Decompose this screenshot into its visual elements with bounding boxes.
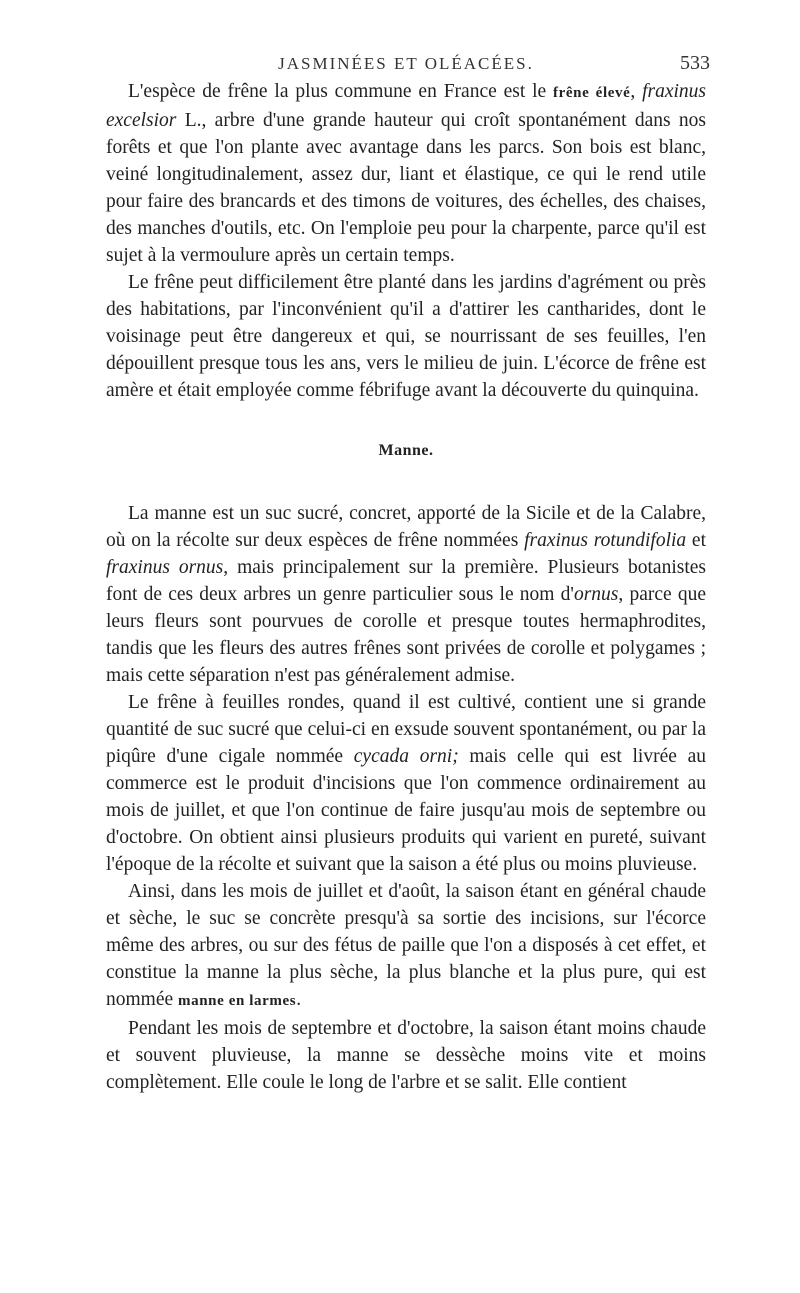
text-run: La manne est un suc sucré, concret, apporté de la Sicile et de la Calabre, où on la récolte sur deux espèces de frêne nommées	[106, 503, 706, 551]
text-run: L., arbre d'une grande hauteur qui croît spontanément dans nos forêts et que l'on plante avec avantage dans les parcs. Son bois est blanc, veiné longitudinalement, assez dur, liant et élastique, ce qui le rend utile pour faire des brancards et des timons de voitures, des échelles, des chaises, des manches d'outils, etc. On l'emploie peu pour la charpente, parce qu'il est sujet à la vermoulure après un certain temps.	[106, 110, 706, 266]
term-frene-eleve: frêne élevé	[553, 85, 631, 101]
text-run: .	[296, 989, 302, 1010]
latin-name-fraxinus-ornus: fraxinus ornus	[106, 557, 224, 578]
text-run: , parce que leurs fleurs sont pourvues de corolle et presque toutes hermaphrodites, tandis que les fleurs des autres frênes sont privées de corolle et polygames ; mais cette séparation n'est pas généralement admise.	[106, 584, 706, 686]
term-manne-en-larmes: manne en larmes	[178, 993, 297, 1009]
text-run: Ainsi, dans les mois de juillet et d'août, la saison étant en général chaude et sèche, le suc se concrète presqu'à sa sortie des incisions, sur l'écorce même des arbres, ou sur des fétus de paille que l'on a disposés à cet effet, et constitue la manne la plus sèche, la plus blanche et la plus pure, qui est nommée	[106, 881, 706, 1010]
text-run: mais celle qui est livrée au commerce est le produit d'incisions que l'on commence ordinairement au mois de juillet, et que l'on continue de faire jusqu'au mois de septembre ou d'octobre. On obtient ainsi plusieurs produits qui varient en pureté, suivant l'époque de la récolte et suivant que la saison a été plus ou moins pluvieuse.	[106, 746, 706, 875]
running-title: JASMINÉES ET OLÉACÉES.	[278, 54, 534, 73]
paragraph-frene-feuilles-rondes	[106, 689, 706, 878]
paragraph-frene-eleve	[106, 78, 706, 269]
latin-name-fraxinus-excelsior: fraxinus excelsior	[106, 81, 706, 131]
text-run: et	[686, 530, 707, 551]
text-run: ,	[630, 81, 643, 102]
paragraph-manne-en-larmes	[106, 878, 706, 1015]
paragraph-manne-definition	[106, 500, 706, 689]
text-run: Le frêne à feuilles rondes, quand il est cultivé, contient une si grande quantité de suc sucré que celui-ci en exsude souvent spontanément, ou par la piqûre d'une cigale nommée	[106, 692, 706, 767]
section-heading-manne: Manne.	[378, 442, 434, 459]
paragraph-cantharides: Le frêne peut difficilement être planté dans les jardins d'agrément ou près des habitations, par l'inconvénient qu'il a d'attirer les cantharides, dont le voisinage peut être dangereux et qui, se nourrissant de ses feuilles, l'en dépouillent presque tous les ans, vers le milieu de juin. L'écorce de frêne est amère et était employée comme fébrifuge avant la découverte du quinquina.	[106, 272, 706, 401]
text-run: L'espèce de frêne la plus commune en France est le	[128, 81, 554, 102]
paragraph-septembre-octobre: Pendant les mois de septembre et d'octobre, la saison étant moins chaude et souvent pluvieuse, la manne se dessèche moins vite et moins complètement. Elle coule le long de l'arbre et se salit. Elle contient	[106, 1018, 706, 1093]
text-run: , mais principalement sur la première. Plusieurs botanistes font de ces deux arbres un genre particulier sous le nom d'	[106, 557, 706, 605]
running-head	[106, 48, 710, 76]
latin-name-fraxinus-rotundifolia: fraxinus rotundifolia	[524, 530, 687, 551]
latin-name-cycada-orni: cycada orni;	[353, 746, 459, 767]
latin-name-ornus: ornus	[573, 584, 619, 605]
page-number: 533	[680, 52, 710, 74]
